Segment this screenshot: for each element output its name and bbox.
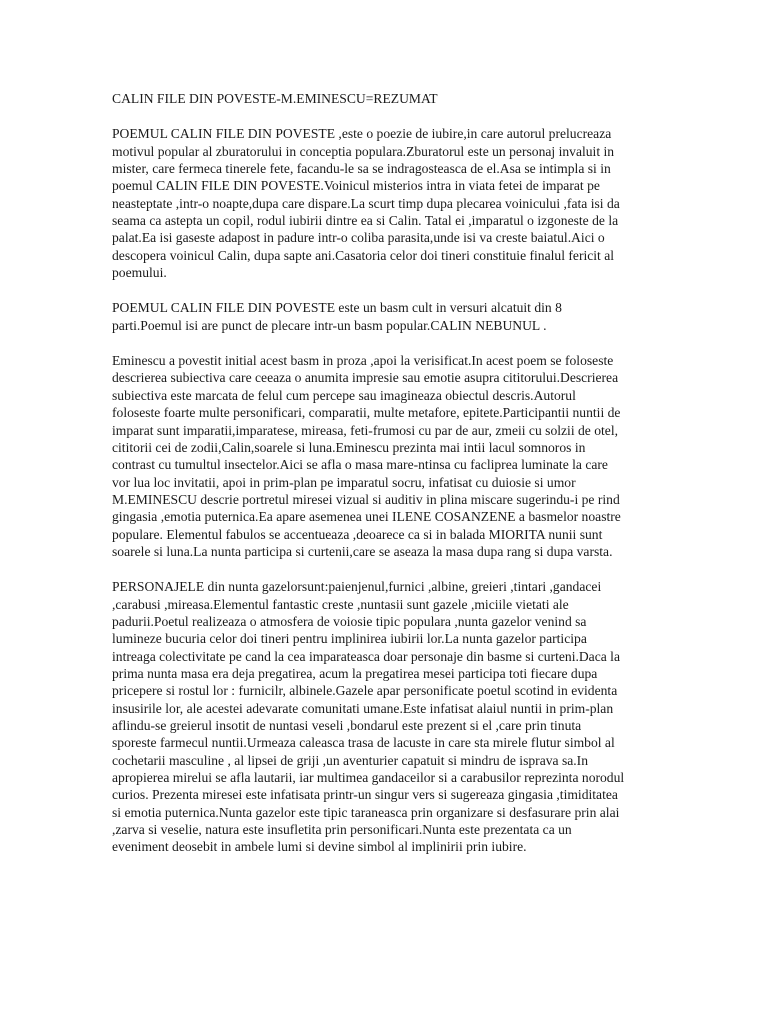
paragraph-characters: PERSONAJELE din nunta gazelorsunt:paienjenul,furnici ,albine, greieri ,tintari ,gandacei ,carabusi ,mireasa.Elementul fantastic creste ,nuntasii sunt gazele ,miciile vietati ale padurii.Poetul realizeaza o atmosfera de voiosie tipic populara ,nunta gazelor venind sa lumineze bucuria celor doi tineri pentru implinirea iubirii lor.La nunta gazelor participa intreaga colectivitate pe cand la cea imparateasca doar personaje din basme si curteni.Daca la prima nunta masa era deja pregatirea, acum la pregatirea mesei participa toti fiecare dupa pricepere si rostul lor : furnicilr, albinele.Gazele apar personificate poetul scotind in evidenta insusirile lor, ale acestei adevarate comunitati umane.Este infatisat alaiul nuntii in prim-plan aflindu-se greierul insotit de nuntasi veseli ,bondarul este prezent si el ,care prin tinuta sporeste farmecul nuntii.Urmeaza caleasca trasa de lacuste in care sta mirele flutur simbol al cochetarii masculine , al lipsei de griji ,un aventurier capatuit si mindru de isprava sa.In apropierea mirelui se afla lautarii, iar multimea gandaceilor si a carabusilor reprezinta norodul curios. Prezenta miresei este infatisata printr-un singur vers si sugereaza gingasia ,timiditatea si emotia puternica.Nunta gazelor este tipic taraneasca prin organizare si desfasurare prin alai ,zarva si veselie, natura este insufletita prin personificari.Nunta este prezentata ca un eveniment deosebit in ambele lumi si devine simbol al implinirii prin iubire.: [112, 579, 625, 855]
paragraph-description: Eminescu a povestit initial acest basm in proza ,apoi la verisificat.In acest poem se foloseste descrierea subiectiva care ceeaza o anumita impresie sau emotie asupra cititorului.Descrierea subiectiva este marcata de felul cum percepe sau imagineaza obiectul descris.Autorul foloseste foarte multe personificari, comparatii, multe metafore, epitete.Participantii nuntii de imparat sunt imparatii,imparatese, mireasa, feti-frumosi cu par de aur, zmeii cu solzii de otel, cititorii cei de zodii,Calin,soarele si luna.Eminescu prezinta mai intii lacul somnoros in contrast cu tumultul insectelor.Aici se afla o masa mare-ntinsa cu facliprea luminate la care vor lua loc invitatii, apoi in prim-plan pe imparatul socru, infatisat cu duiosie si umor M.EMINESCU descrie portretul miresei vizual si auditiv in plina miscare sugerindu-i pe rind gingasia ,emotia puternica.Ea apare asemenea unei ILENE COSANZENE a basmelor noastre populare. Elementul fabulos se accentueaza ,deoarece ca si in balada MIORITA nunii sunt soarele si luna.La nunta participa si curtenii,care se aseaza la masa dupa rang si dupa varsta.: [112, 353, 621, 559]
paragraph-summary: POEMUL CALIN FILE DIN POVESTE ,este o poezie de iubire,in care autorul prelucreaza motivul popular al zburatorului in conceptia populara.Zburatorul este un personaj invaluit in mister, care fermeca tinerele fete, facandu-le sa se indragosteasca de el.Asa se intimpla si in poemul CALIN FILE DIN POVESTE.Voinicul misterios intra in viata fetei de imparat pe neasteptate ,intr-o noapte,dupa care dispare.La scurt timp dupa plecarea voinicului ,fata isi da seama ca astepta un copil, rodul iubirii dintre ea si Calin. Tatal ei ,imparatul o izgoneste de la palat.Ea isi gaseste adapost in padure intr-o coliba parasita,unde isi va creste baiatul.Aici o descopera voinicul Calin, dupa sapte ani.Casatoria celor doi tineri constituie finalul fericit al poemului.: [112, 126, 620, 281]
paragraph-structure: POEMUL CALIN FILE DIN POVESTE este un basm cult in versuri alcatuit din 8 parti.Poemul isi are punct de plecare intr-un basm popular.CALIN NEBUNUL .: [112, 300, 562, 333]
document-body: [112, 90, 627, 874]
document-title: CALIN FILE DIN POVESTE-M.EMINESCU=REZUMAT: [112, 91, 438, 106]
